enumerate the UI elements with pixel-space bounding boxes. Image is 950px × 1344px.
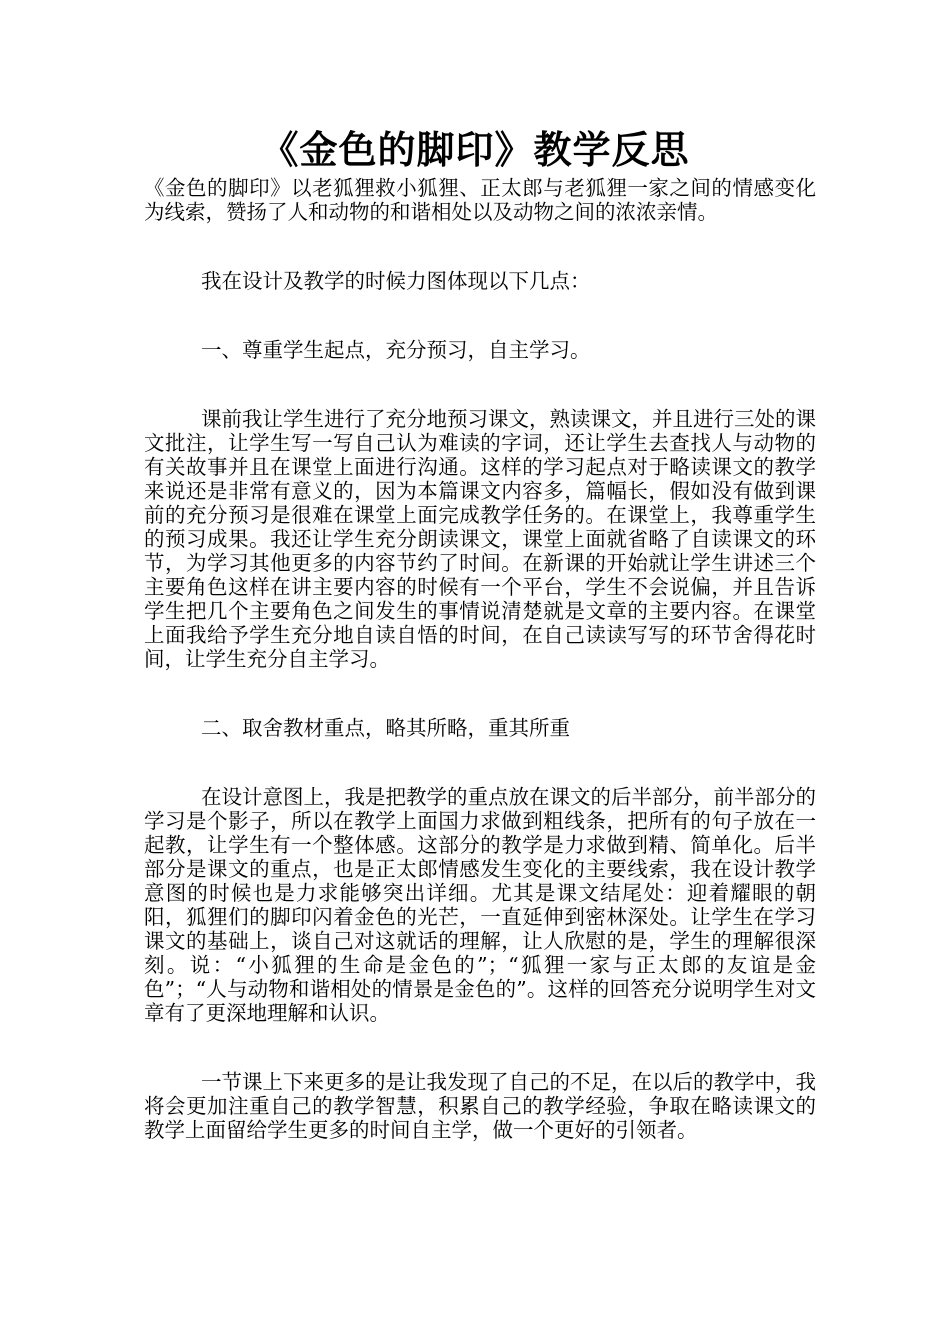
paragraph-design-points: 我在设计及教学的时候力图体现以下几点： bbox=[201, 269, 591, 293]
document-title: 《金色的脚印》教学反思 bbox=[260, 127, 690, 172]
section-heading-1: 一、尊重学生起点，充分预习，自主学习。 bbox=[201, 338, 591, 362]
document-body bbox=[144, 176, 816, 1142]
paragraph-section-2: 在设计意图上，我是把教学的重点放在课文的后半部分，前半部分的学习是个影子，所以在教学上面国力求做到粗线条，把所有的句子放在一起教，让学生有一个整体感。这部分的教学是力求做到精、简单化。后半部分是课文的重点，也是正太郎情感发生变化的主要线索，我在设计教学意图的时候也是力求能够突出详细。尤其是课文结尾处：迎着耀眼的朝阳，狐狸们的脚印闪着金色的光芒，一直延伸到密林深处。让学生在学习课文的基础上，谈自己对这就话的理解，让人欣慰的是，学生的理解很深刻。说：“小狐狸的生命是金色的”；“狐狸一家与正太郎的友谊是金色”；“人与动物和谐相处的情景是金色的”。这样的回答充分说明学生对文章有了更深地理解和认识。 bbox=[144, 785, 816, 1025]
section-heading-2: 二、取舍教材重点，略其所略，重其所重 bbox=[201, 716, 570, 740]
paragraph-conclusion: 一节课上下来更多的是让我发现了自己的不足，在以后的教学中，我将会更加注重自己的教学智慧，积累自己的教学经验，争取在略读课文的教学上面留给学生更多的时间自主学，做一个更好的引领者。 bbox=[144, 1070, 816, 1142]
paragraph-intro: 《金色的脚印》以老狐狸救小狐狸、正太郎与老狐狸一家之间的情感变化为线索，赞扬了人和动物的和谐相处以及动物之间的浓浓亲情。 bbox=[144, 176, 816, 224]
paragraph-section-1: 课前我让学生进行了充分地预习课文，熟读课文，并且进行三处的课文批注，让学生写一写自己认为难读的字词，还让学生去查找人与动物的有关故事并且在课堂上面进行沟通。这样的学习起点对于略读课文的教学来说还是非常有意义的，因为本篇课文内容多，篇幅长，假如没有做到课前的充分预习是很难在课堂上面完成教学任务的。在课堂上，我尊重学生的预习成果。我还让学生充分朗读课文，课堂上面就省略了自读课文的环节，为学习其他更多的内容节约了时间。在新课的开始就让学生讲述三个主要角色这样在讲主要内容的时候有一个平台，学生不会说偏，并且告诉学生把几个主要角色之间发生的事情说清楚就是文章的主要内容。在课堂上面我给予学生充分地自读自悟的时间，在自己读读写写的环节舍得花时间，让学生充分自主学习。 bbox=[144, 407, 816, 671]
